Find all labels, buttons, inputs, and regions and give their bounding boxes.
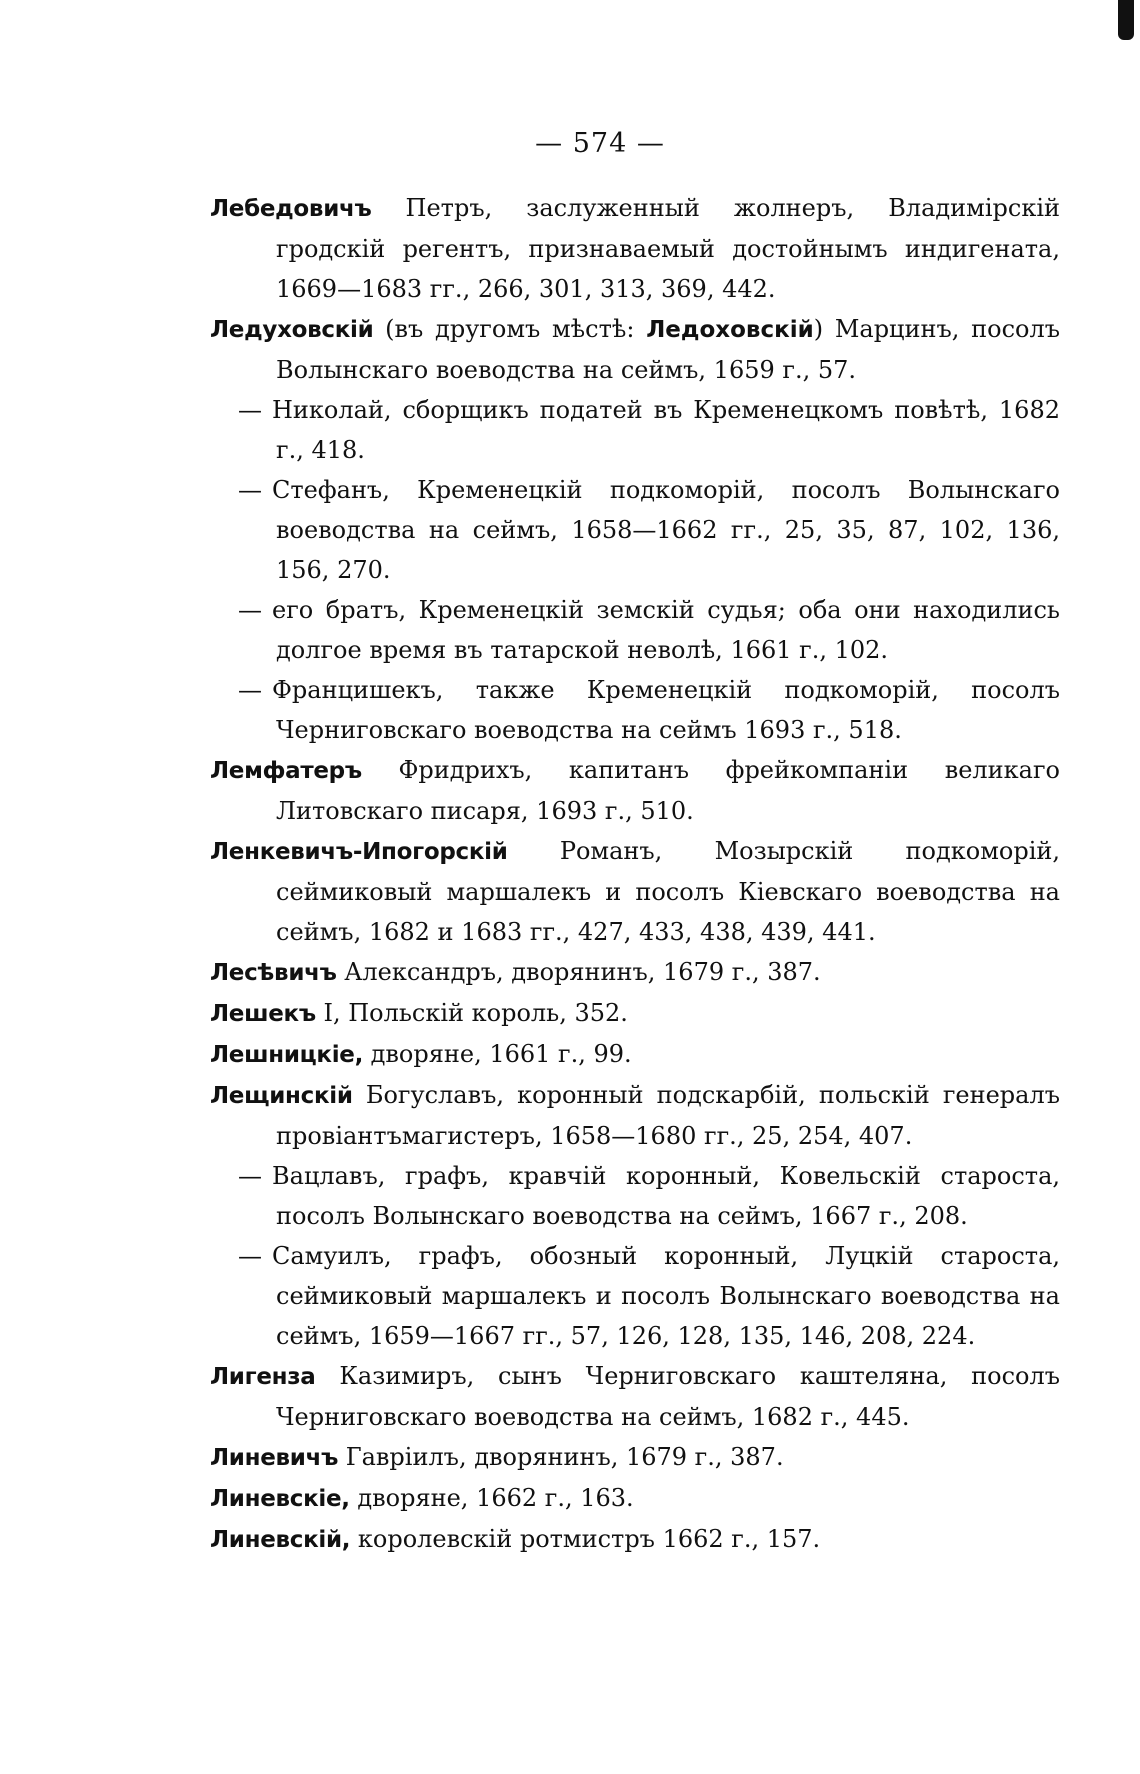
index-entry — [210, 1034, 1060, 1075]
entry-dash: — — [238, 1242, 262, 1270]
index-entry — [210, 952, 1060, 993]
page-number: — 574 — — [535, 128, 665, 159]
entry-text: Вацлавъ, графъ, кравчій коронный, Ковельскій староста, посолъ Волынскаго воеводства на сеймъ, 1667 г., 208. — [272, 1162, 1060, 1230]
entry-headword: Лещинскій — [210, 1083, 353, 1109]
index-subentry — [210, 1156, 1060, 1236]
entry-text: Стефанъ, Кременецкій подкоморій, посолъ Волынскаго воеводства на сеймъ, 1658—1662 гг., 25, 35, 87, 102, 136, 156, 270. — [272, 476, 1060, 584]
entry-headword: Ленкевичъ-Ипогорскій — [210, 839, 508, 865]
entry-dash: — — [238, 676, 262, 704]
entry-alt-headword: Ледоховскій — [646, 317, 814, 343]
index-entry — [210, 309, 1060, 390]
index-entry — [210, 1478, 1060, 1519]
index-entry — [210, 188, 1060, 309]
index-subentry — [210, 670, 1060, 750]
entry-text: Николай, сборщикъ податей въ Кременецкомъ повѣтѣ, 1682 г., 418. — [272, 396, 1060, 464]
entry-pretext: (въ другомъ мѣстѣ: — [373, 315, 647, 343]
index-entry — [210, 750, 1060, 831]
entry-headword: Линевичъ — [210, 1445, 339, 1471]
entry-text: его братъ, Кременецкій земскій судья; оба они находились долгое время въ татарской неволѣ, 1661 г., 102. — [272, 596, 1060, 664]
entry-dash: — — [238, 476, 262, 504]
entry-headword: Лемфатеръ — [210, 758, 362, 784]
entry-headword: Лешекъ — [210, 1001, 316, 1027]
index-entry — [210, 831, 1060, 952]
index-entry — [210, 1519, 1060, 1560]
entry-text: Казимиръ, сынъ Черниговскаго каштеляна, посолъ Черниговскаго воеводства на сеймъ, 1682 г., 445. — [276, 1362, 1060, 1431]
entry-text: дворяне, 1661 г., 99. — [363, 1040, 632, 1068]
index-entry — [210, 993, 1060, 1034]
index-entry — [210, 1075, 1060, 1156]
entry-headword: Лесѣвичъ — [210, 960, 337, 986]
index-subentry — [210, 390, 1060, 470]
entry-text: ) Марцинъ, посолъ Волынскаго воеводства на сеймъ, 1659 г., 57. — [276, 315, 1060, 384]
entry-headword: Линевскіе, — [210, 1486, 350, 1512]
entry-text: королевскій ротмистръ 1662 г., 157. — [350, 1525, 821, 1553]
entry-text: Петръ, заслуженный жолнеръ, Владимірскій гродскій регентъ, признаваемый достойнымъ индигената, 1669—1683 гг., 266, 301, 313, 369, 442. — [276, 194, 1060, 303]
entry-text: Францишекъ, также Кременецкій подкоморій, посолъ Черниговскаго воеводства на сеймъ 1693 г., 518. — [272, 676, 1060, 744]
entry-dash: — — [238, 396, 262, 424]
entry-text: Самуилъ, графъ, обозный коронный, Луцкій староста, сеймиковый маршалекъ и посолъ Волынскаго воеводства на сеймъ, 1659—1667 гг., 57, 126, 128, 135, 146, 208, 224. — [272, 1242, 1060, 1350]
entry-headword: Лешницкіе, — [210, 1042, 364, 1068]
index-subentry — [210, 590, 1060, 670]
index-entry — [210, 1437, 1060, 1478]
entry-headword: Ледуховскій — [210, 317, 374, 343]
entry-dash: — — [238, 596, 262, 624]
entry-text: Романъ, Мозырскій подкоморій, сеймиковый маршалекъ и посолъ Кіевскаго воеводства на сеймъ, 1682 и 1683 гг., 427, 433, 438, 439, 441. — [276, 837, 1060, 946]
index-entries — [210, 188, 1060, 1560]
entry-headword: Линевскій, — [210, 1527, 351, 1553]
index-subentry — [210, 1236, 1060, 1356]
entry-headword: Лигенза — [210, 1364, 316, 1390]
entry-text: Александръ, дворянинъ, 1679 г., 387. — [336, 958, 821, 986]
index-subentry — [210, 470, 1060, 590]
index-entry — [210, 1356, 1060, 1437]
entry-text: Фридрихъ, капитанъ фрейкомпаніи великаго Литовскаго писаря, 1693 г., 510. — [276, 756, 1060, 825]
entry-headword: Лебедовичъ — [210, 196, 372, 222]
entry-text: Богуславъ, коронный подскарбій, польскій генералъ провіантъмагистеръ, 1658—1680 гг., 25, 254, 407. — [276, 1081, 1060, 1150]
corner-mark — [1118, 0, 1134, 40]
entry-text: Гавріилъ, дворянинъ, 1679 г., 387. — [338, 1443, 784, 1471]
entry-dash: — — [238, 1162, 262, 1190]
entry-text: дворяне, 1662 г., 163. — [349, 1484, 634, 1512]
entry-text: I, Польскій король, 352. — [315, 999, 628, 1027]
